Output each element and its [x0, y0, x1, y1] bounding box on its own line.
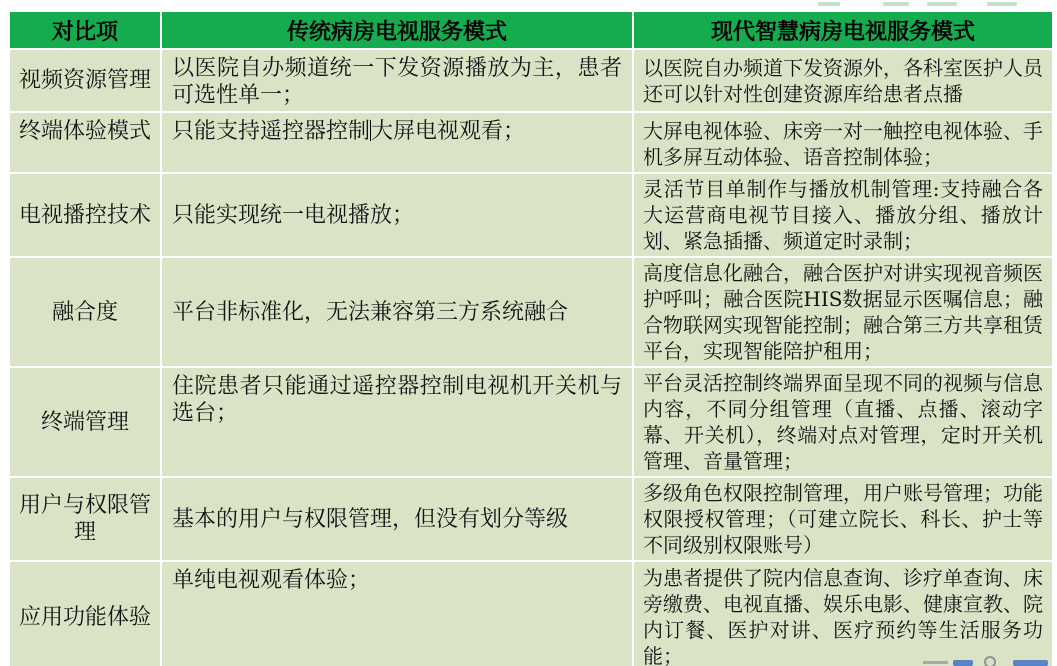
- cell-traditional[interactable]: 以医院自办频道统一下发资源播放为主，患者可选性单一；: [162, 50, 632, 111]
- row-integration-degree: [10, 258, 1052, 366]
- ward-tv-comparison-table: [8, 10, 1054, 666]
- cell-item[interactable]: 终端体验模式: [10, 113, 160, 172]
- cell-traditional[interactable]: [162, 113, 632, 172]
- cell-modern[interactable]: 灵活节目单制作与播放机制管理:支持融合各大运营商电视节目接入、播放分组、播放计划、紧急插播、频道定时录制；: [634, 174, 1052, 256]
- header-cell-modern-mode[interactable]: 现代智慧病房电视服务模式: [634, 12, 1052, 48]
- header-cell-traditional-mode[interactable]: 传统病房电视服务模式: [162, 12, 632, 48]
- cell-traditional[interactable]: 基本的用户与权限管理，但没有划分等级: [162, 478, 632, 560]
- cell-modern[interactable]: 为患者提供了院内信息查询、诊疗单查询、床旁缴费、电视直播、娱乐电影、健康宣教、院内订餐、医护对讲、医疗预约等生活服务功能；: [634, 562, 1052, 666]
- text-before-caret: 只能支持遥控器控制: [172, 119, 371, 144]
- cell-modern[interactable]: 以医院自办频道下发资源外，各科室医护人员还可以针对性创建资源库给患者点播: [634, 50, 1052, 111]
- row-application-function-experience: [10, 562, 1052, 666]
- cell-modern[interactable]: 大屏电视体验、床旁一对一触控电视体验、手机多屏互动体验、语音控制体验；: [634, 113, 1052, 172]
- cell-item[interactable]: 电视播控技术: [10, 174, 160, 256]
- row-tv-broadcast-control: [10, 174, 1052, 256]
- cell-traditional[interactable]: 单纯电视观看体验；: [162, 562, 632, 666]
- cell-traditional[interactable]: 只能实现统一电视播放；: [162, 174, 632, 256]
- row-video-resource-management: [10, 50, 1052, 111]
- cell-item[interactable]: 终端管理: [10, 368, 160, 476]
- cell-modern[interactable]: 高度信息化融合，融合医护对讲实现视音频医护呼叫；融合医院HIS数据显示医嘱信息；融合物联网实现智能控制；融合第三方共享租赁平台，实现智能陪护租用；: [634, 258, 1052, 366]
- cell-traditional[interactable]: 住院患者只能通过遥控器控制电视机开关机与选台；: [162, 368, 632, 476]
- cell-modern[interactable]: 多级角色权限控制管理，用户账号管理；功能权限授权管理；（可建立院长、科长、护士等不同级别权限账号）: [634, 478, 1052, 560]
- cropped-toolbar-artifact: [987, 2, 1017, 6]
- header-row: [10, 12, 1052, 48]
- cropped-artifact-blue-shape: [1013, 660, 1048, 666]
- cropped-toolbar-artifact: [883, 2, 909, 6]
- header-cell-comparison-item[interactable]: 对比项: [10, 12, 160, 48]
- text-after-caret: 大屏电视观看；: [371, 119, 526, 144]
- cropped-toolbar-artifact: [927, 2, 957, 6]
- cropped-toolbar-artifact: [818, 2, 840, 6]
- cell-item[interactable]: 融合度: [10, 258, 160, 366]
- cell-modern[interactable]: 平台灵活控制终端界面呈现不同的视频与信息内容，不同分组管理（直播、点播、滚动字幕、开关机），终端对点对管理，定时开关机管理、音量管理；: [634, 368, 1052, 476]
- row-user-permission-management: [10, 478, 1052, 560]
- cropped-artifact-ring-icon: [984, 656, 996, 666]
- row-terminal-management: [10, 368, 1052, 476]
- cropped-artifact-dash: [923, 661, 948, 664]
- row-terminal-experience-mode: [10, 113, 1052, 172]
- cell-traditional[interactable]: 平台非标准化，无法兼容第三方系统融合: [162, 258, 632, 366]
- cell-item[interactable]: 应用功能体验: [10, 562, 160, 666]
- cropped-artifact-blue-shape: [953, 660, 973, 666]
- cell-item[interactable]: 用户与权限管理: [10, 478, 160, 560]
- cell-item[interactable]: 视频资源管理: [10, 50, 160, 111]
